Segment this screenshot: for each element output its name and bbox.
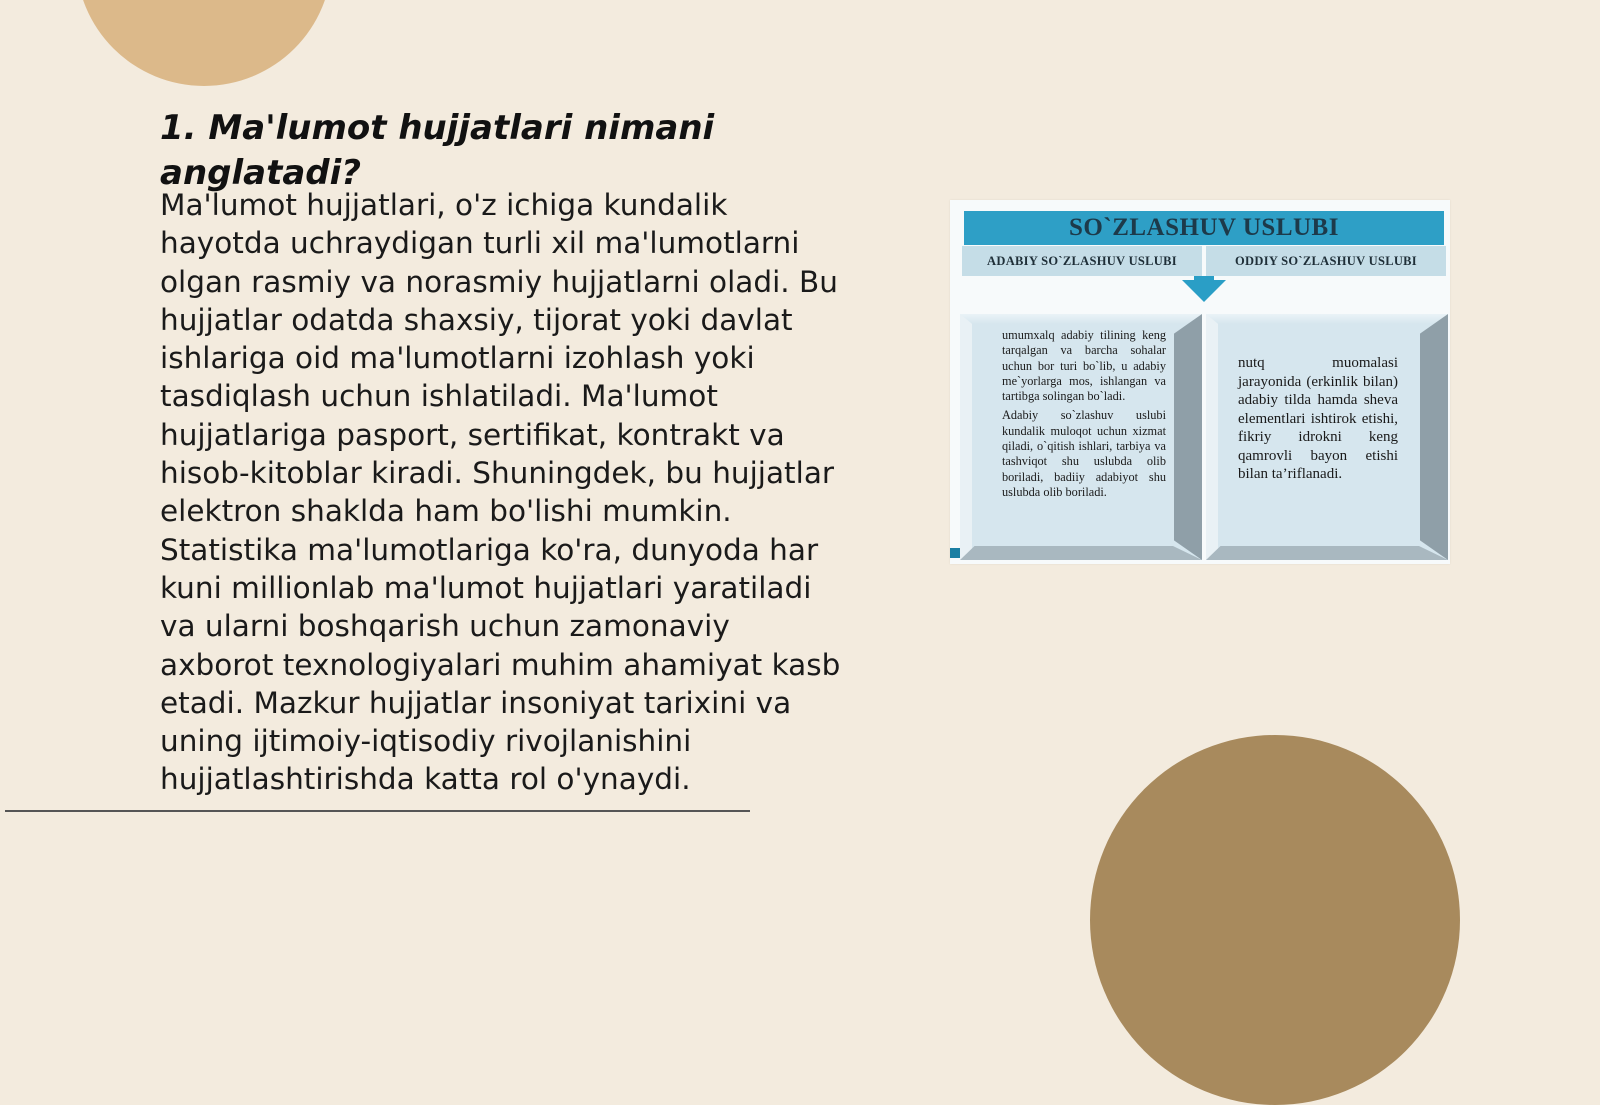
decorative-circle-bottom (1090, 735, 1460, 1105)
diagram-left-heading: ADABIY SO`ZLASHUV USLUBI (962, 246, 1202, 276)
diagram-left-paragraph-1: umumxalq adabiy tilining keng tarqalgan va barcha sohalar uchun bor turi bo`lib, u adabiy me`yorlarga mos, ishlangan va tartibga solingan bo`ladi. (1002, 328, 1166, 404)
diagram-corner-marker (950, 548, 960, 558)
down-arrow-icon (1182, 280, 1226, 302)
slide-body-text: Ma'lumot hujjatlari, o'z ichiga kundalik hayotda uchraydigan turli xil ma'lumotlarni olgan rasmiy va norasmiy hujjatlarni oladi. Bu hujjatlar odatda shaxsiy, tijorat yoki davlat ishlariga oid ma'lumotlarni izohlash yoki tasdiqlash uchun ishlatiladi. Ma'lumot hujjatlariga pasport, sertifikat, kontrakt va hisob-kitoblar kiradi. Shuningdek, bu hujjatlar elektron shaklda ham bo'lishi mumkin. Statistika ma'lumotlariga ko'ra, dunyoda har kuni millionlab ma'lumot hujjatlari yaratiladi va ularni boshqarish uchun zamonaviy axborot texnologiyalari muhim ahamiyat kasb etadi. Mazkur hujjatlar insoniyat tarixini va uning ijtimoiy-iqtisodiy rivojlanishini hujjatlashtirishda katta rol o'ynaydi. (160, 188, 841, 797)
slide-title: 1. Ma'lumot hujjatlari nimani anglatadi? (160, 108, 715, 193)
decorative-circle-top (76, 0, 332, 86)
diagram-right-box (1206, 314, 1448, 560)
diagram-left-paragraph-2: Adabiy so`zlashuv uslubi kundalik muloqot uchun xizmat qiladi, o`qitish ishlari, tarbiya va tashviqot shu uslubda olib boriladi, badiiy adabiyot shu uslubda olib boriladi. (1002, 408, 1166, 499)
diagram-left-box (960, 314, 1202, 560)
diagram-title: SO`ZLASHUV USLUBI (964, 211, 1444, 245)
diagram-left-text (1002, 328, 1166, 504)
diagram-right-heading: ODDIY SO`ZLASHUV USLUBI (1206, 246, 1446, 276)
diagram-right-text: nutq muomalasi jarayonida (erkinlik bilan) adabiy tilda hamda sheva elementlari ishtirok etishi, fikriy idrokni keng qamrovli bayon etishi bilan ta’riflanadi. (1238, 355, 1398, 482)
diagram-image (950, 200, 1450, 564)
divider-line (5, 810, 750, 812)
